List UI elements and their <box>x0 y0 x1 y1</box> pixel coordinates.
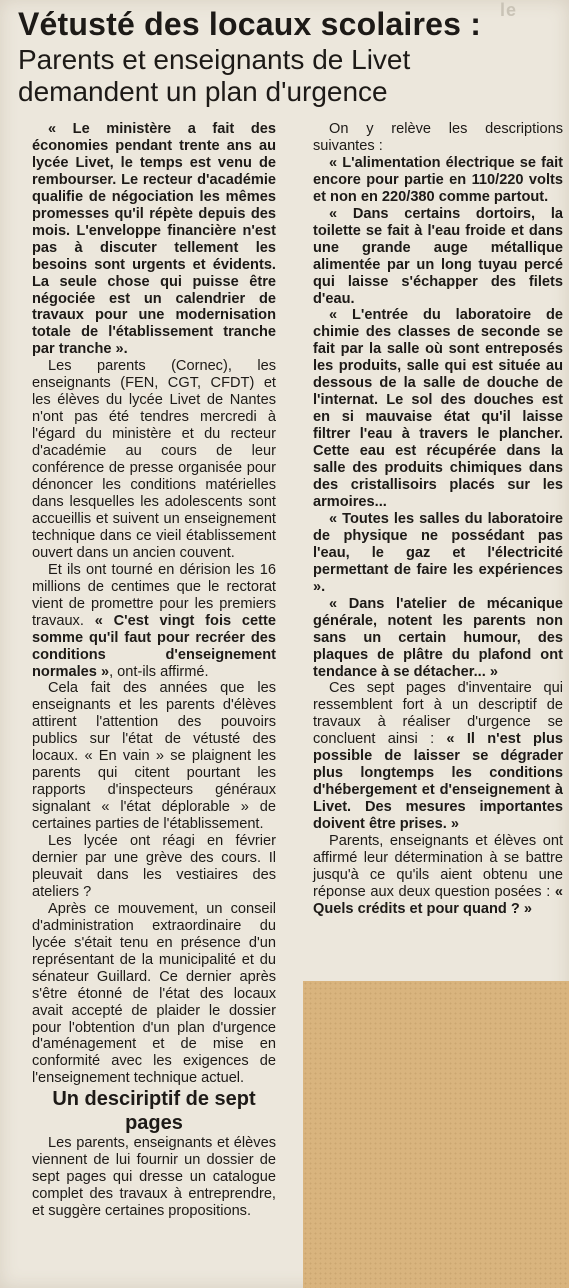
quote: « Il n'est plus possible de laisser se dégrader plus longtemps les conditions d'hébergement et d'enseignement à Livet. Des mesures importantes doivent être prises. » <box>313 731 563 833</box>
text-run: Parents, enseignants et élèves ont affirmé leur détermination à se battre jusqu'à ce qu'ils aient obtenu une réponse aux deux question posées : <box>313 833 563 900</box>
paragraph: « Le ministère a fait des économies pendant trente ans au lycée Livet, le temps est venu de rembourser. Le recteur d'académie qualifie de négociation les mêmes promesses qu'il répète depuis des mois. L'enveloppe financière n'est pas à discuter tellement les besoins sont urgents et évidents. La seule chose qui puisse être négociée est un calendrier de travaux pour une modernisation totale de l'établissement tranche par tranche ». <box>32 121 276 358</box>
section-subheading: Un desciriptif de sept pages <box>52 1088 256 1135</box>
backing-paper <box>303 981 569 1288</box>
quote: « Quels crédits et pour quand ? » <box>313 883 563 917</box>
bleed-through-text: le <box>500 0 518 20</box>
paragraph: Les lycée ont réagi en février dernier par une grève des cours. Il pleuvait dans les vestiaires des ateliers ? <box>32 833 276 900</box>
text-run: Ces sept pages d'inventaire qui ressemblent fort à un descriptif de travaux à réaliser d'urgence se concluent ainsi : <box>313 680 563 748</box>
paragraph: Cela fait des années que les enseignants et les parents d'élèves attirent l'attention des pouvoirs publics sur l'état de vétusté des locaux. « En vain » se plaignent les parents qui citent pourtant les rapports d'inspecteurs généraux signalant « l'état déplorable » de certaines parties de l'établissement. <box>32 680 276 833</box>
paragraph: Les parents, enseignants et élèves viennent de lui fournir un dossier de sept pages qui dresse un catalogue complet des travaux à entreprendre, et suggère certaines propositions. <box>32 1135 276 1220</box>
paragraph <box>313 680 563 833</box>
quote-paragraph: « Dans l'atelier de mécanique générale, notent les parents non sans un certain humour, des plaques de plâtre du plafond ont tendance à se détacher... » <box>313 595 563 680</box>
paragraph: On y relève les descriptions suivantes : <box>313 121 563 154</box>
quote: « C'est vingt fois cette somme qu'il faut pour recréer des conditions d'enseignement normales » <box>32 612 276 680</box>
quote-paragraph: « L'entrée du laboratoire de chimie des classes de seconde se fait par la salle où sont entreposés les produits, salle qui est située au dessous de la salle de douche de l'internat. Le sol des douches est en si mauvaise état qu'il laisse filtrer l'eau à travers le plancher. Cette eau est récupérée dans la salle des produits chimiques dans des cristallisoirs placés sur les armoires... <box>313 307 563 510</box>
subheadline: Parents et enseignants de Livet demandent un plan d'urgence <box>18 44 411 107</box>
headline: Vétusté des locaux scolaires : <box>18 6 482 42</box>
column-right <box>313 121 563 918</box>
paragraph <box>32 562 276 681</box>
paragraph <box>313 833 563 918</box>
quote-paragraph: « Dans certains dortoirs, la toilette se fait à l'eau froide et dans une grande auge métallique alimentée par un long tuyau percé qui laisse s'échapper des filets d'eau. <box>313 205 563 307</box>
paragraph: Après ce mouvement, un conseil d'administration extraordinaire du lycée s'était tenu en présence d'un représentant de la municipalité et du sénateur Guillard. Ce dernier après s'être étonné de l'état des locaux avait accepté de plaider le dossier pour l'obtention d'un plan d'urgence d'aménagement et de mise en conformité avec les exigences de l'enseignement technique actuel. <box>32 900 276 1087</box>
quote-paragraph: « Toutes les salles du laboratoire de physique ne possédant pas l'eau, le gaz et l'électricité permettant de faire les expériences ». <box>313 510 563 595</box>
text-run: Et ils ont tourné en dérision les 16 millions de centimes que le rectorat vient de promettre pour les premiers travaux. <box>32 561 276 629</box>
paragraph: Les parents (Cornec), les enseignants (FEN, CGT, CFDT) et les élèves du lycée Livet de Nantes n'ont pas été tendres mercredi à l'égard du ministère et du recteur d'académie au cours de leur conférence de presse organisée pour dénoncer les conditions matérielles dans lesquelles les adolescents sont accueillis et suivent un enseignement technique dans ce vieil établissement ouvert dans un ancien couvent. <box>32 358 276 561</box>
text-run: , ont-ils affirmé. <box>109 663 209 680</box>
column-left <box>32 121 276 1220</box>
quote-paragraph: « L'alimentation électrique se fait encore pour partie en 110/220 volts et non en 220/380 comme partout. <box>313 154 563 205</box>
